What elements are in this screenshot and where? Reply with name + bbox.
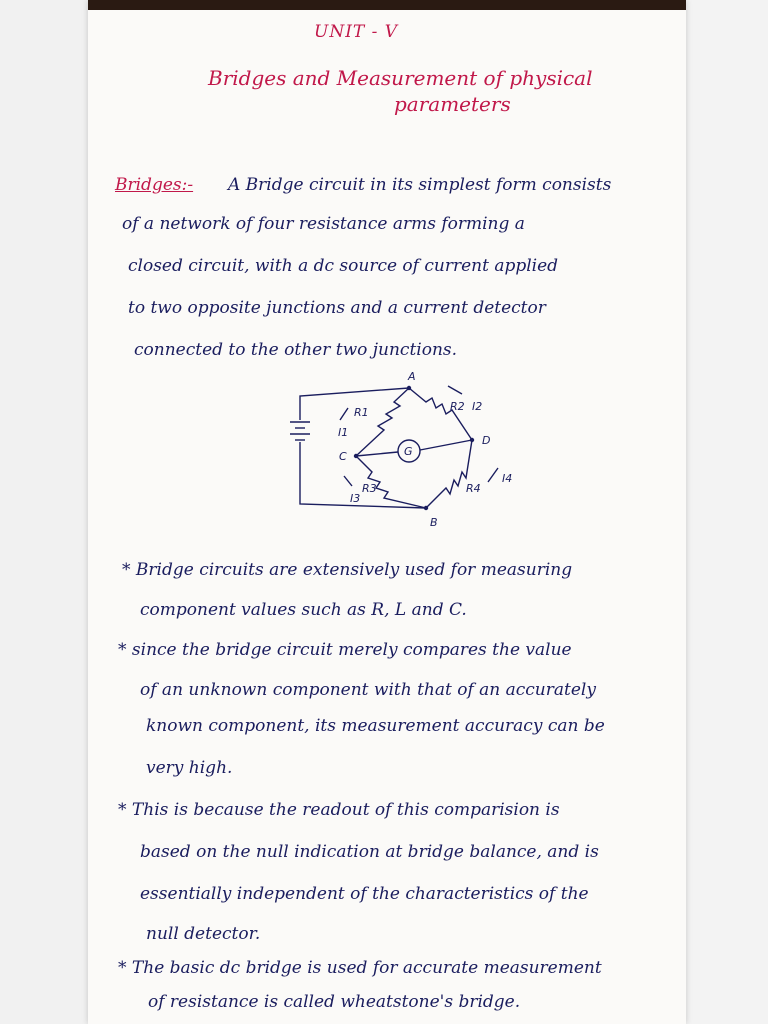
point-3-line-4: null detector. [146, 924, 261, 944]
i2-label: I2 [472, 400, 483, 413]
detector-wire-left [356, 452, 398, 456]
i3-label: I3 [350, 492, 361, 505]
arm-r2 [409, 388, 472, 440]
node-b-label: B [430, 516, 438, 529]
r3-label: R3 [362, 482, 377, 495]
i1-label: I1 [338, 426, 349, 439]
node-c-label: C [339, 450, 347, 463]
point-2-line-1: * since the bridge circuit merely compares the value [118, 640, 572, 660]
intro-line-2: of a network of four resistance arms forming a [122, 214, 525, 234]
point-3-line-1: * This is because the readout of this comparision is [118, 800, 560, 820]
intro-line-5: connected to the other two junctions. [134, 340, 458, 360]
page-title-line-1: Bridges and Measurement of physical [208, 66, 593, 90]
detector-wire-right [420, 440, 472, 450]
wheatstone-bridge-diagram [276, 368, 536, 538]
r2-label: R2 [450, 400, 465, 413]
intro-line-1: A Bridge circuit in its simplest form consists [228, 175, 612, 195]
point-2-line-4: very high. [146, 758, 233, 778]
arm-r4 [426, 440, 472, 508]
intro-line-4: to two opposite junctions and a current detector [128, 298, 546, 318]
point-1-line-2: component values such as R, L and C. [140, 600, 467, 620]
point-4-line-1: * The basic dc bridge is used for accurate measurement [118, 958, 602, 978]
section-label-bridges: Bridges:- [115, 175, 194, 195]
intro-line-3: closed circuit, with a dc source of current applied [128, 256, 559, 276]
background-right [686, 0, 768, 1024]
background-left [0, 0, 88, 1024]
arrow-i3 [344, 476, 352, 486]
point-3-line-2: based on the null indication at bridge balance, and is [140, 842, 599, 862]
i4-label: I4 [502, 472, 513, 485]
arm-r1 [356, 388, 409, 456]
unit-heading: UNIT - V [314, 22, 399, 42]
page-title-line-2: parameters [394, 92, 511, 116]
page-top-edge [88, 0, 686, 10]
node-b-dot [424, 506, 428, 510]
node-a-dot [407, 386, 411, 390]
point-4-line-2: of resistance is called wheatstone's bridge. [148, 992, 521, 1012]
arrow-i4 [488, 468, 498, 482]
node-d-label: D [482, 434, 491, 447]
node-c-dot [354, 454, 358, 458]
r4-label: R4 [466, 482, 481, 495]
node-d-dot [470, 438, 474, 442]
point-2-line-3: known component, its measurement accuracy can be [146, 716, 605, 736]
arrow-i1 [340, 408, 348, 420]
galvanometer-label: G [404, 445, 413, 458]
node-a-label: A [408, 370, 416, 383]
point-2-line-2: of an unknown component with that of an accurately [140, 680, 596, 700]
arrow-i2 [448, 386, 462, 394]
point-3-line-3: essentially independent of the characteristics of the [140, 884, 589, 904]
r1-label: R1 [354, 406, 369, 419]
point-1-line-1: * Bridge circuits are extensively used for measuring [122, 560, 573, 580]
